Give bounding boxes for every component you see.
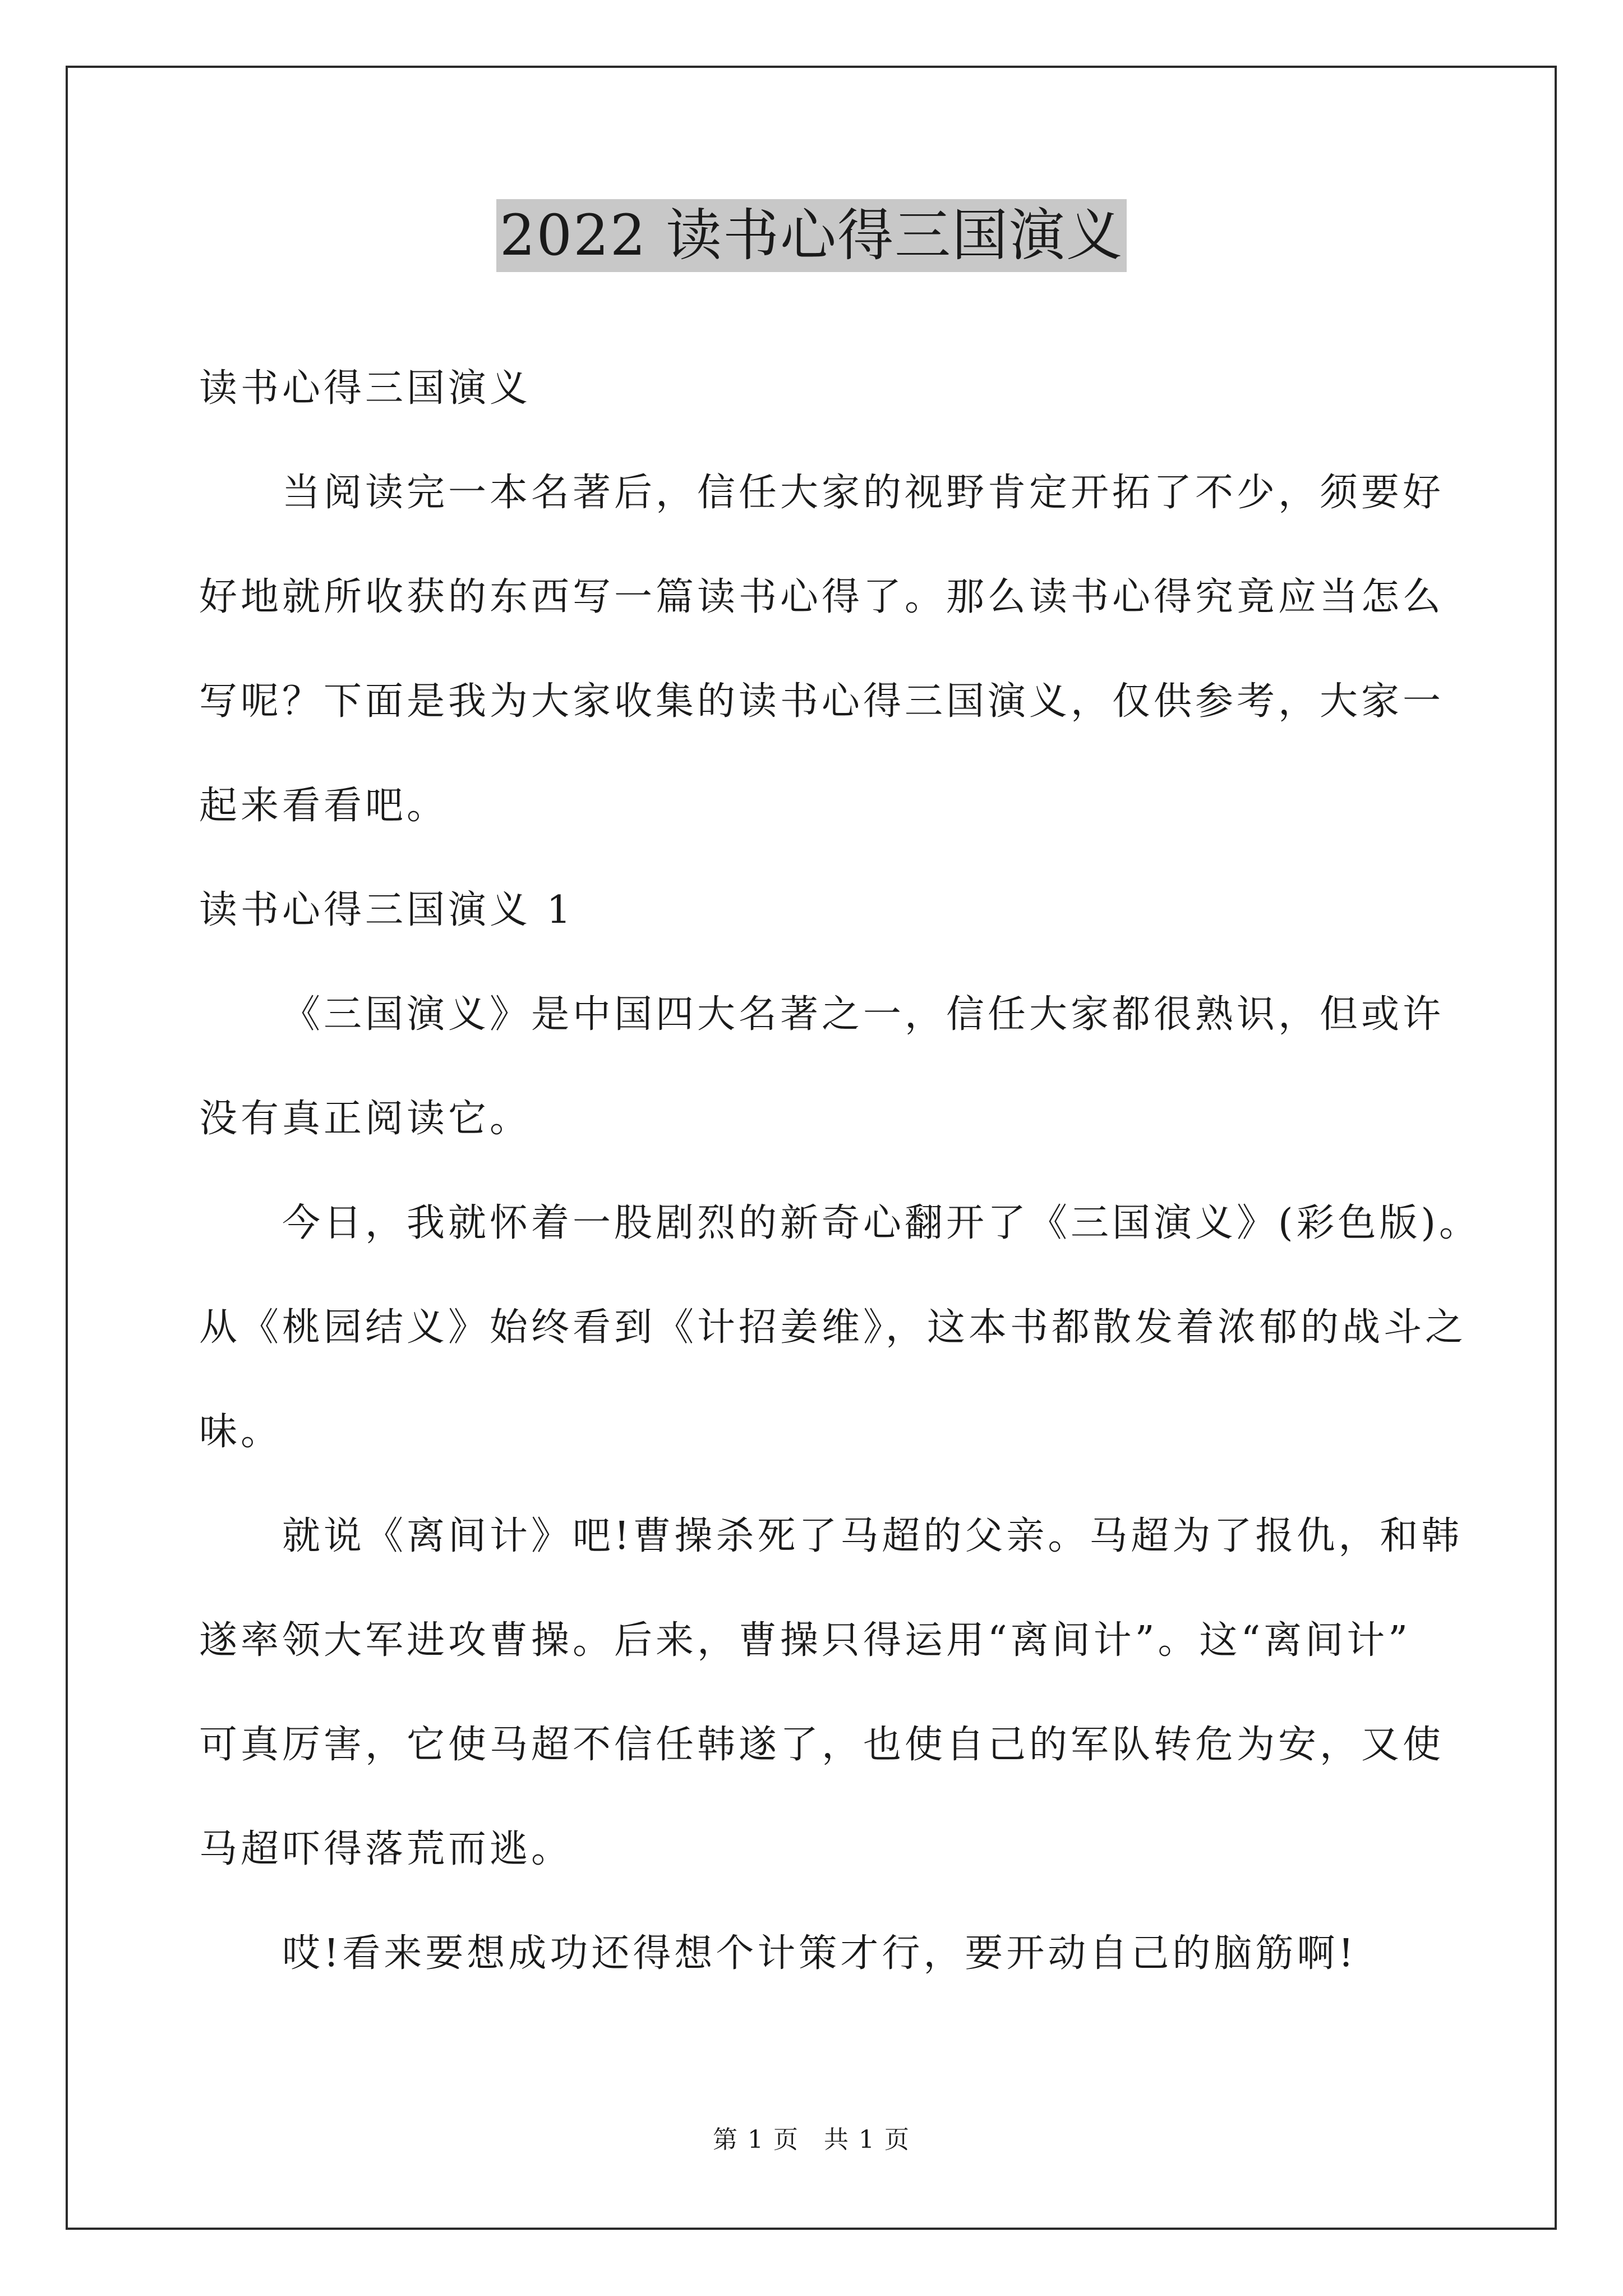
body-line: 可真厉害，它使马超不信任韩遂了，也使自己的军队转危为安，又使 <box>199 1723 1445 1767</box>
body-line: 读书心得三国演义 <box>199 366 532 411</box>
body-line: 今日，我就怀着一股剧烈的新奇心翻开了《三国演义》(彩色版)。 <box>282 1201 1481 1245</box>
page-footer <box>0 2123 1623 2157</box>
body-line: 马超吓得落荒而逃。 <box>199 1827 573 1871</box>
body-line: 读书心得三国演义 1 <box>199 888 574 932</box>
body-line: 起来看看吧。 <box>199 784 449 828</box>
body-line: 写呢？下面是我为大家收集的读书心得三国演义，仅供参考，大家一 <box>199 679 1445 724</box>
body-line: 好地就所收获的东西写一篇读书心得了。那么读书心得究竟应当怎么 <box>199 575 1445 619</box>
body-line: 从《桃园结义》始终看到《计招姜维》，这本书都散发着浓郁的战斗之 <box>199 1305 1467 1350</box>
document-title: 2022 读书心得三国演义 <box>496 199 1127 272</box>
body-line: 就说《离间计》吧!曹操杀死了马超的父亲。马超为了报仇，和韩 <box>282 1514 1463 1558</box>
body-line: 遂率领大军进攻曹操。后来，曹操只得运用“离间计”。这“离间计” <box>199 1618 1412 1663</box>
body-line: 哎!看来要想成功还得想个计策才行，要开动自己的脑筋啊! <box>282 1931 1357 1976</box>
body-line: 当阅读完一本名著后，信任大家的视野肯定开拓了不少，须要好 <box>282 471 1445 515</box>
page-total: 共 1 页 <box>824 2125 910 2154</box>
body-line: 味。 <box>199 1410 283 1454</box>
body-line: 没有真正阅读它。 <box>199 1097 532 1141</box>
document-body <box>199 337 1481 2006</box>
page-number: 第 1 页 <box>713 2125 799 2154</box>
title-container <box>0 199 1623 272</box>
body-line: 《三国演义》是中国四大名著之一，信任大家都很熟识，但或许 <box>282 992 1445 1037</box>
